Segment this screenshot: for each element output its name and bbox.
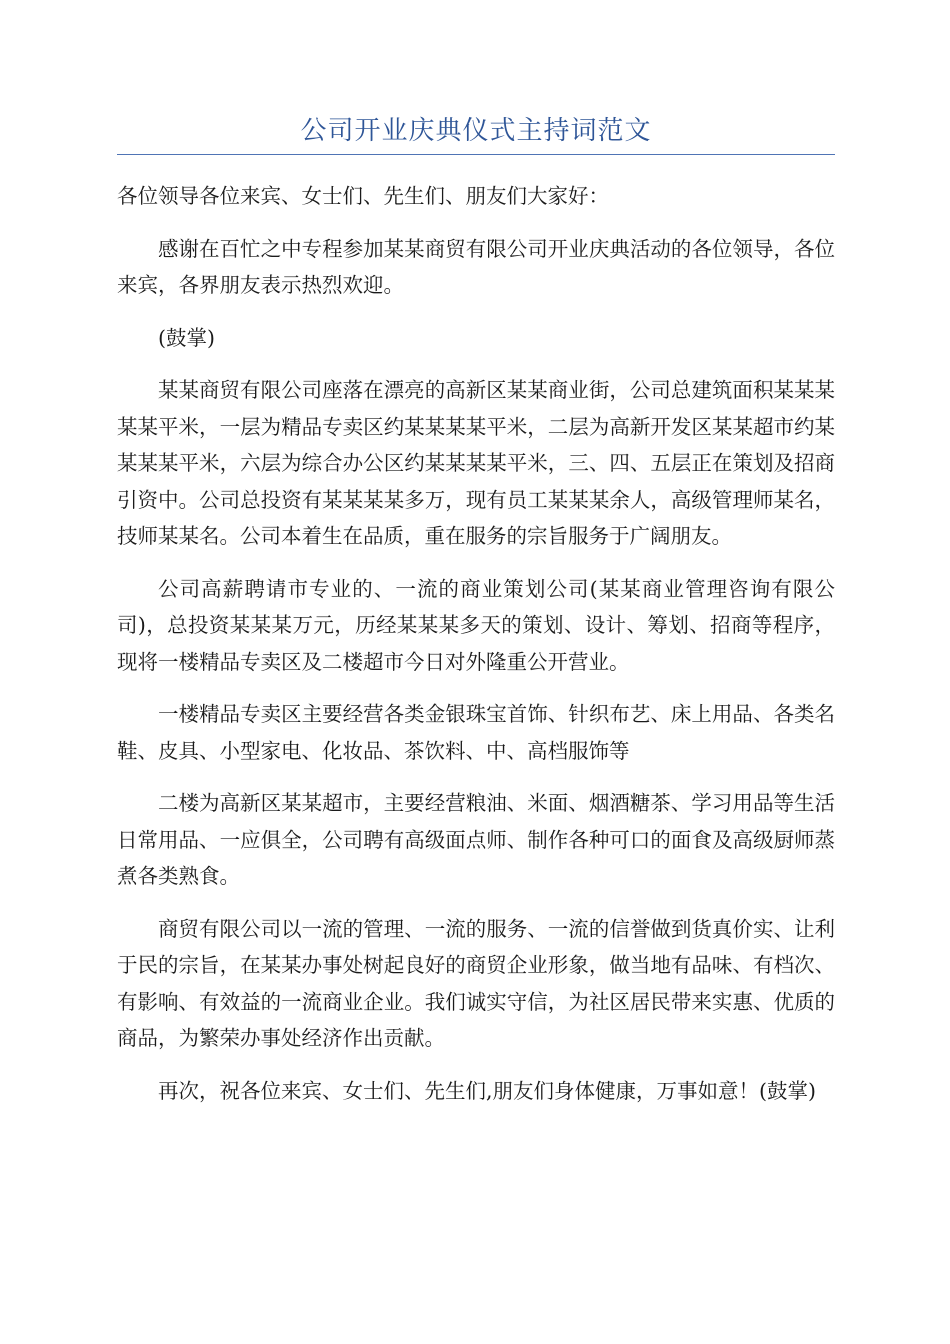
paragraph-mission	[117, 911, 835, 1057]
text-line: 及高级厨师蒸煮各类熟食。	[117, 827, 836, 888]
document-body	[117, 178, 835, 1125]
paragraph-thanks	[117, 231, 835, 304]
text-line: 某某商贸有限公司座落在漂亮的高新区某某商业街，公司总建筑面积	[158, 378, 774, 402]
paragraph-company-intro	[117, 372, 835, 555]
text-line: 商等程序，现将一楼精品专卖区及二楼超市今日对外隆重公开营业。	[117, 613, 835, 674]
document-title: 公司开业庆典仪式主持词范文	[300, 116, 652, 146]
text-line: 一楼精品专卖区主要经营各类金银珠宝首饰、针织布艺、床上用品、	[158, 702, 774, 726]
text-line: 居民带来实惠、优质的商品，为繁荣办事处经济作出贡献。	[117, 989, 836, 1050]
paragraph-closing	[117, 1073, 835, 1110]
text-line: 导，各位来宾，各界朋友表示热烈欢迎。	[117, 236, 835, 297]
text-line: 感谢在百忙之中专程参加某某商贸有限公司开业庆典活动的各位领	[158, 236, 753, 261]
paragraph-greeting	[117, 178, 835, 215]
text-line: 各类名鞋、皮具、小型家电、化妆品、茶饮料、中、高档服饰等	[117, 702, 835, 763]
paragraph-applause	[117, 320, 835, 357]
paragraph-first-floor	[117, 696, 835, 769]
text-line: 等生活日常用品、一应俱全，公司聘有高级面点师、制作各种可口的面食	[117, 791, 835, 852]
text-line: 五层正在策划及招商引资中。公司总投资有某某某某多万，现有员工某某	[117, 451, 836, 512]
text-line: (鼓掌)	[759, 1078, 817, 1103]
text-line: 实、让利于民的宗旨，在某某办事处树起良好的商贸企业形象，做当地有	[117, 916, 835, 977]
text-line: 某某某某某平米，一层为精品专卖区约某某某某平米，二层为高新开发区	[117, 378, 835, 439]
title-underline	[117, 154, 835, 155]
text-line: 再次，祝各位来宾、女士们、先生们,朋友们身体健康，万事如意！	[158, 1078, 760, 1103]
text-line: 二楼为高新区某某超市，主要经营粮油、米面、烟酒糖茶、学习用品	[158, 791, 774, 815]
text-line: 宗旨服务于广阔朋友。	[527, 524, 732, 548]
text-line: 商贸有限公司以一流的管理、一流的服务、一流的信誉做到货真价	[158, 916, 753, 941]
text-line: 某某超市约某某某某平米，六层为综合办公区约某某某某平米，三、四、	[117, 414, 836, 475]
text-line: 各位领导各位来宾、女士们、先生们、朋友们大家好：	[117, 184, 609, 208]
text-line: 限公司)，总投资某某某万元，历经某某某多天的策划、设计、筹划、招	[117, 576, 836, 637]
text-line: 某余人，高级管理师某名，技师某某名。公司本着生在品质，重在服务的	[117, 487, 836, 548]
text-line: 公司高薪聘请市专业的、一流的商业策划公司(某某商业管理咨询有	[158, 576, 793, 601]
paragraph-second-floor	[117, 785, 835, 895]
text-line: (鼓掌)	[158, 325, 215, 350]
text-line: 品味、有档次、有影响、有效益的一流商业企业。我们诚实守信，为社区	[117, 953, 836, 1014]
paragraph-planning	[117, 571, 835, 681]
